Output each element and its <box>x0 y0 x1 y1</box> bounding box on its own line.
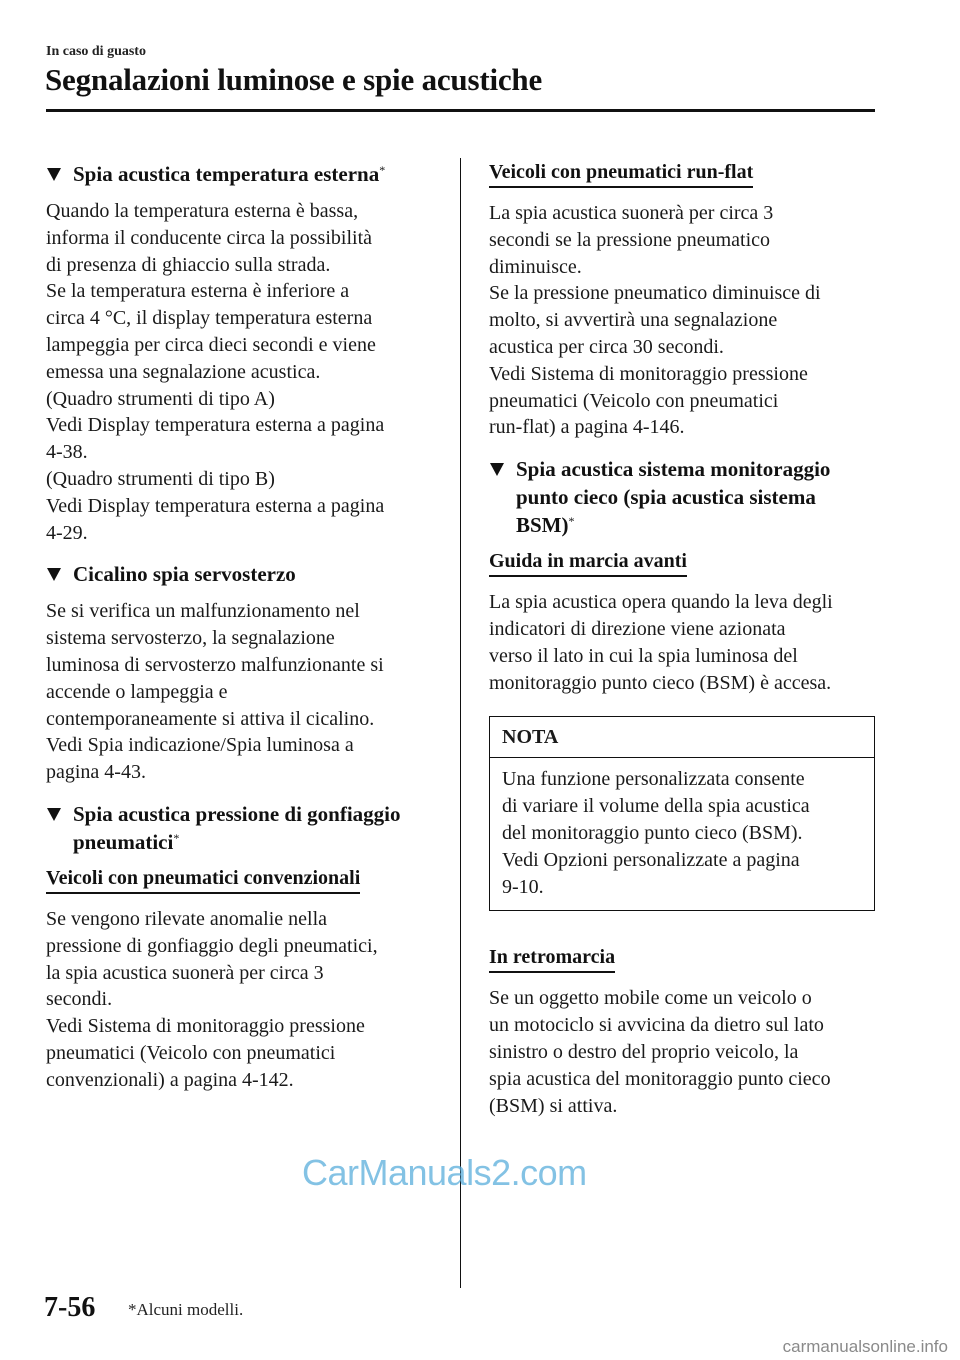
text-line: Una funzione personalizzata consente <box>502 768 805 791</box>
section-label: In caso di guasto <box>46 44 146 59</box>
triangle-bullet-icon <box>490 463 504 476</box>
text-line: secondi se la pressione pneumatico <box>489 228 771 251</box>
text-line: di variare il volume della spia acustica <box>502 795 810 818</box>
text-line: Quando la temperatura esterna è bassa, <box>46 200 359 222</box>
text-line: pneumatici (Veicolo con pneumatici <box>46 1041 336 1064</box>
text-line: 4-29. <box>46 521 88 544</box>
text-line: Vedi Display temperatura esterna a pagina <box>46 494 385 517</box>
title-rule <box>46 109 875 112</box>
text-line: spia acustica del monitoraggio punto cieco <box>489 1067 831 1090</box>
text-line: monitoraggio punto cieco (BSM) è accesa. <box>489 671 832 694</box>
asterisk-mark: * <box>379 163 386 177</box>
text-line: Vedi Opzioni personalizzate a pagina <box>502 848 800 871</box>
footer-site-link[interactable]: carmanualsonline.info <box>782 1337 948 1356</box>
text-line: La spia acustica opera quando la leva degli <box>489 591 833 614</box>
text-line: Vedi Sistema di monitoraggio pressione <box>489 362 808 385</box>
asterisk-mark: * <box>568 514 575 529</box>
text-line: 4-38. <box>46 441 88 464</box>
text-line: convenzionali) a pagina 4-142. <box>46 1068 294 1091</box>
text-line: Vedi Display temperatura esterna a pagina <box>46 414 385 437</box>
heading-power-steering <box>46 560 438 588</box>
text-line: accende o lampeggia e <box>46 680 228 703</box>
text-line: sinistro o destro del proprio veicolo, la <box>489 1040 799 1063</box>
paragraph-forward-driving <box>489 589 879 696</box>
note-title: NOTA <box>490 717 874 758</box>
subheading-conventional-tires: Veicoli con pneumatici convenzionali <box>46 866 360 894</box>
right-column <box>489 160 879 1133</box>
heading-tire-pressure <box>46 800 438 856</box>
text-line: secondi. <box>46 988 113 1011</box>
text-line: (Quadro strumenti di tipo B) <box>46 467 275 490</box>
text-line: circa 4 °C, il display temperatura esterna <box>46 307 373 330</box>
heading-bsm <box>489 455 879 539</box>
text-line: Se si verifica un malfunzionamento nel <box>46 600 360 623</box>
asterisk-mark: * <box>173 830 180 845</box>
text-line: informa il conducente circa la possibilità <box>46 226 372 249</box>
text-line: un motociclo si avvicina da dietro sul lato <box>489 1014 824 1037</box>
heading-text: Cicalino spia servosterzo <box>73 562 296 587</box>
text-line: sistema servosterzo, la segnalazione <box>46 627 335 650</box>
column-divider <box>460 158 461 1288</box>
text-line: run-flat) a pagina 4-146. <box>489 416 685 439</box>
note-body <box>490 758 874 910</box>
paragraph-run-flat <box>489 200 879 441</box>
watermark: CarManuals2.com <box>302 1152 587 1193</box>
paragraph-power-steering <box>46 598 438 786</box>
subheading-forward-driving: Guida in marcia avanti <box>489 549 687 577</box>
text-line: pneumatici (Veicolo con pneumatici <box>489 389 779 412</box>
triangle-bullet-icon <box>47 568 61 581</box>
text-line: Se la pressione pneumatico diminuisce di <box>489 282 821 305</box>
paragraph-external-temp <box>46 198 438 546</box>
heading-text: Spia acustica sistema monitoraggio <box>516 457 831 482</box>
heading-text: Spia acustica temperatura esterna <box>73 162 380 186</box>
text-line: la spia acustica suonerà per circa 3 <box>46 961 324 984</box>
text-line: Vedi Sistema di monitoraggio pressione <box>46 1015 365 1038</box>
paragraph-reverse <box>489 985 879 1119</box>
text-line: Se vengono rilevate anomalie nella <box>46 907 328 930</box>
triangle-bullet-icon <box>47 168 61 181</box>
text-line: Se un oggetto mobile come un veicolo o <box>489 987 812 1010</box>
text-line: contemporaneamente si attiva il cicalino. <box>46 707 375 730</box>
page-title: Segnalazioni luminose e spie acustiche <box>45 62 543 97</box>
text-line: Vedi Spia indicazione/Spia luminosa a <box>46 734 354 757</box>
subheading-run-flat: Veicoli con pneumatici run-flat <box>489 160 753 188</box>
text-line: 9-10. <box>502 875 544 898</box>
text-line: verso il lato in cui la spia luminosa del <box>489 644 798 667</box>
heading-text: BSM) <box>516 513 569 538</box>
text-line: (Quadro strumenti di tipo A) <box>46 387 275 410</box>
text-line: (BSM) si attiva. <box>489 1094 618 1117</box>
heading-text: Spia acustica pressione di gonfiaggio <box>73 801 401 826</box>
text-line: La spia acustica suonerà per circa 3 <box>489 202 774 224</box>
paragraph-conventional-tires <box>46 906 438 1094</box>
heading-external-temp <box>46 160 438 188</box>
text-line: molto, si avvertirà una segnalazione <box>489 309 778 332</box>
text-line: luminosa di servosterzo malfunzionante si <box>46 653 384 676</box>
footnote: *Alcuni modelli. <box>128 1300 244 1319</box>
text-line: diminuisce. <box>489 255 582 278</box>
text-line: acustica per circa 30 secondi. <box>489 335 724 358</box>
triangle-bullet-icon <box>47 808 61 821</box>
text-line: lampeggia per circa dieci secondi e viene <box>46 333 376 356</box>
text-line: del monitoraggio punto cieco (BSM). <box>502 821 803 844</box>
page-number: 7-56 <box>44 1292 96 1323</box>
text-line: di presenza di ghiaccio sulla strada. <box>46 253 331 276</box>
note-box <box>489 716 875 911</box>
left-column <box>46 160 438 1108</box>
text-line: pressione di gonfiaggio degli pneumatici, <box>46 934 378 957</box>
text-line: indicatori di direzione viene azionata <box>489 617 786 640</box>
text-line: Se la temperatura esterna è inferiore a <box>46 280 350 303</box>
heading-text: pneumatici <box>73 829 174 854</box>
text-line: emessa una segnalazione acustica. <box>46 360 321 383</box>
heading-text: punto cieco (spia acustica sistema <box>516 485 816 510</box>
subheading-reverse: In retromarcia <box>489 945 615 973</box>
text-line: pagina 4-43. <box>46 761 146 784</box>
